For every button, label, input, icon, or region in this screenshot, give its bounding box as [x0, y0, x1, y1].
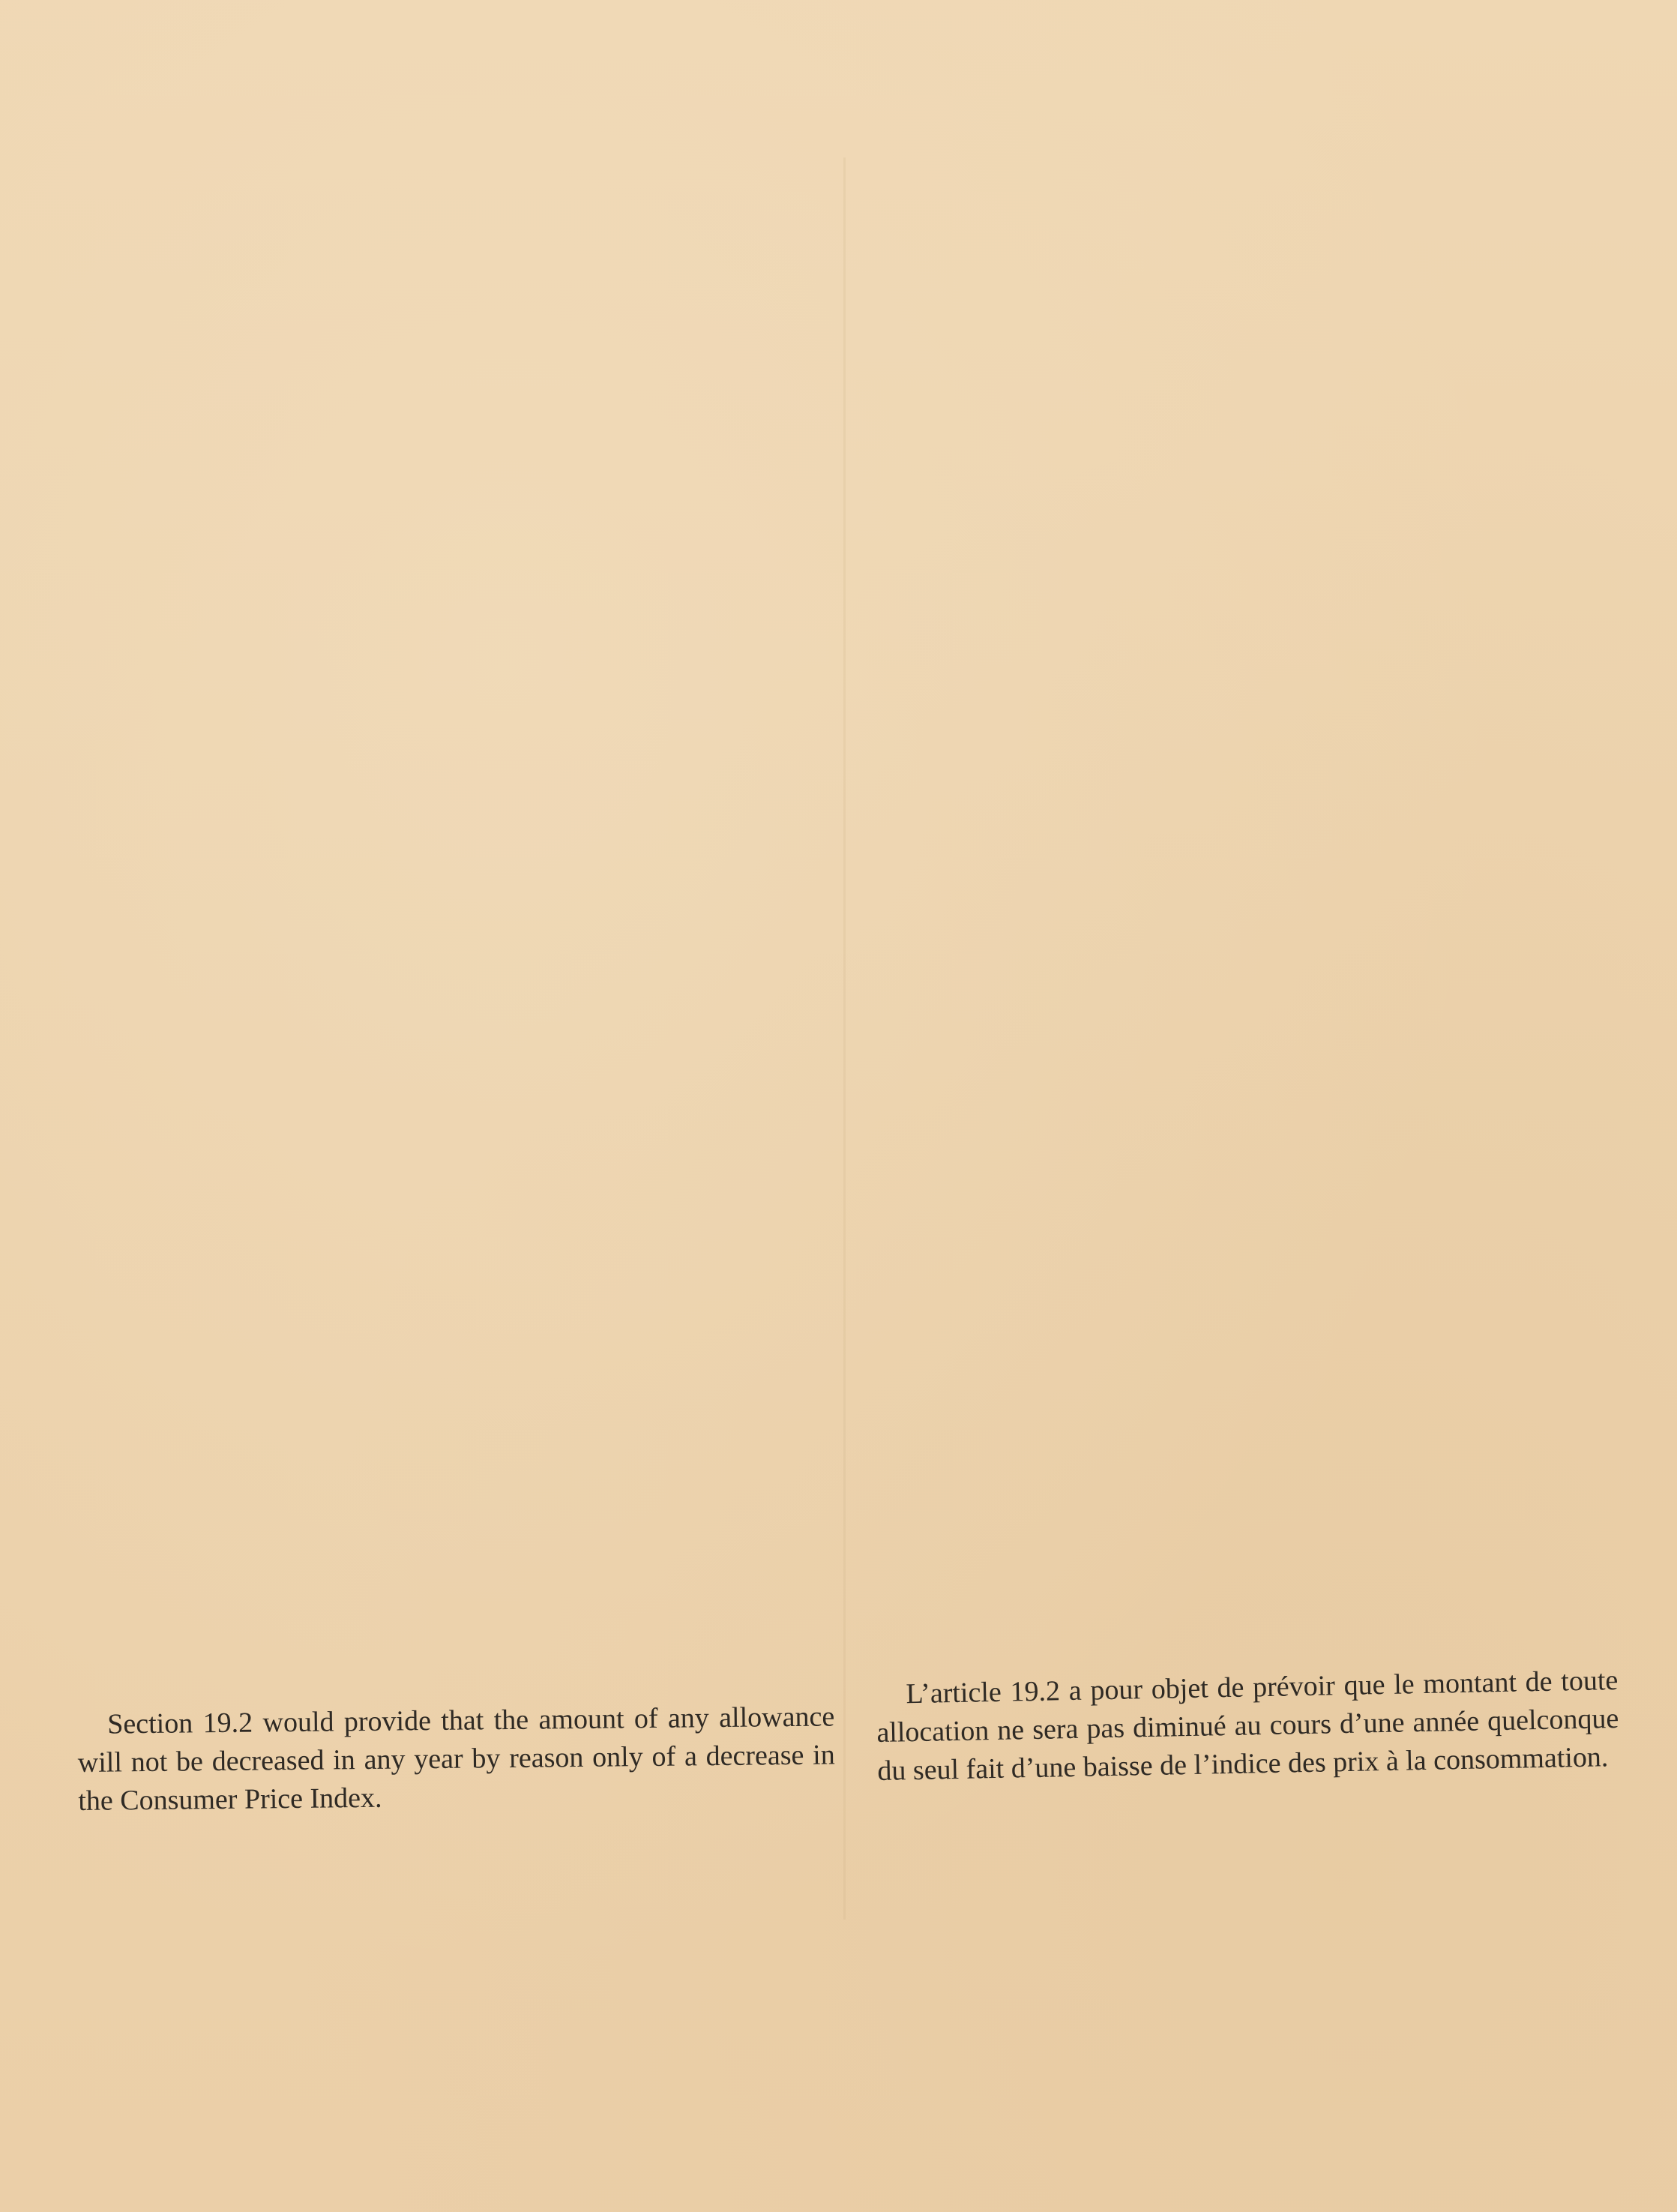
english-paragraph: Section 19.2 would provide that the amount of any allowance will not be decreased in any year by reason only of a decrease in the Consumer Price Index.: [77, 1701, 835, 1817]
bleed-through-column-rule: [843, 157, 846, 1920]
french-paragraph: L’article 19.2 a pour objet de prévoir que le montant de toute allocation ne sera pas diminué au cours d’une année quelconque du seul fait d’une baisse de l’indice des prix à la consommation.: [876, 1664, 1619, 1787]
